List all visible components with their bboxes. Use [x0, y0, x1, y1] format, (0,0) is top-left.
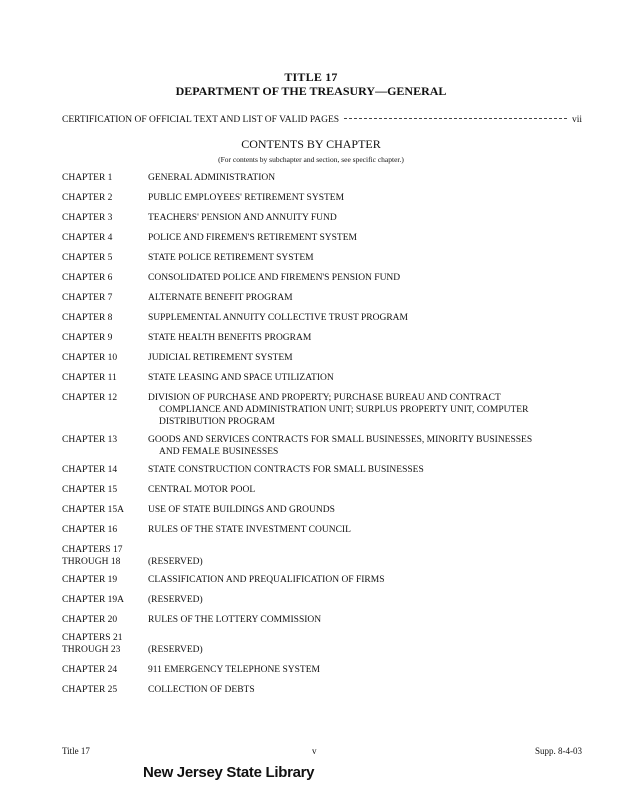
chapter-number: [62, 504, 148, 516]
chapter-title: [148, 172, 582, 184]
chapter-row: [62, 312, 582, 324]
chapter-row: [62, 684, 582, 696]
chapter-title: [148, 312, 582, 324]
chapter-title-line: CENTRAL MOTOR POOL: [148, 485, 256, 495]
chapter-row: [62, 272, 582, 284]
chapter-number-line: CHAPTER 15: [62, 485, 118, 495]
title-heading: DEPARTMENT OF THE TREASURY—GENERAL: [175, 84, 447, 98]
chapter-title: [148, 252, 582, 264]
chapter-title: [148, 232, 582, 244]
chapter-title-line: PUBLIC EMPLOYEES' RETIREMENT SYSTEM: [148, 193, 345, 203]
chapter-number: [62, 332, 148, 344]
certification-page: vii: [571, 115, 582, 125]
chapter-number-line: CHAPTER 24: [62, 665, 118, 675]
chapter-title: [148, 632, 582, 656]
chapter-row: [62, 632, 582, 656]
chapter-title: [148, 664, 582, 676]
chapter-title-line: COMPLIANCE AND ADMINISTRATION UNIT; SURPLUS PROPERTY UNIT, COMPUTER: [159, 405, 529, 415]
footer-title: Title 17: [62, 746, 90, 756]
chapter-number-line: CHAPTER 13: [62, 435, 118, 445]
chapter-title-line: TEACHERS' PENSION AND ANNUITY FUND: [148, 213, 337, 223]
chapter-row: [62, 594, 582, 606]
chapter-number-line: CHAPTER 15A: [62, 505, 125, 515]
chapter-title: [148, 614, 582, 626]
chapter-title: [148, 372, 582, 384]
chapter-row: [62, 212, 582, 224]
chapter-number-line: CHAPTER 14: [62, 465, 118, 475]
chapter-title-line: DIVISION OF PURCHASE AND PROPERTY; PURCHASE BUREAU AND CONTRACT: [148, 393, 501, 403]
chapter-title: [148, 574, 582, 586]
contents-note: (For contents by subchapter and section, see specific chapter.): [218, 155, 404, 164]
chapter-number-line: CHAPTER 3: [62, 213, 113, 223]
footer-page-number: v: [312, 746, 317, 756]
chapter-number-line: CHAPTER 9: [62, 333, 113, 343]
chapter-title: [148, 484, 582, 496]
chapter-number: [62, 594, 148, 606]
chapter-title-line: COLLECTION OF DEBTS: [148, 685, 255, 695]
chapter-title-line: STATE POLICE RETIREMENT SYSTEM: [148, 253, 314, 263]
chapter-number-line: CHAPTER 5: [62, 253, 113, 263]
footer-supplement-date: Supp. 8-4-03: [535, 746, 582, 756]
chapter-row: [62, 372, 582, 384]
chapter-row: [62, 464, 582, 476]
chapter-title: [148, 212, 582, 224]
chapter-title: [148, 434, 582, 458]
certification-entry: [62, 115, 582, 129]
chapter-number-line: CHAPTER 8: [62, 313, 113, 323]
chapter-row: [62, 172, 582, 184]
chapter-number: [62, 272, 148, 284]
chapter-row: [62, 232, 582, 244]
chapter-number-line: CHAPTER 10: [62, 353, 118, 363]
chapter-row: [62, 664, 582, 676]
chapter-number: [62, 434, 148, 458]
chapter-list: [62, 172, 582, 696]
chapter-number-line: CHAPTER 12: [62, 393, 118, 403]
chapter-number: [62, 192, 148, 204]
chapter-title: [148, 464, 582, 476]
chapter-title-line: STATE LEASING AND SPACE UTILIZATION: [148, 373, 334, 383]
chapter-row: [62, 292, 582, 304]
library-stamp: New Jersey State Library: [143, 764, 315, 781]
chapter-title: [148, 524, 582, 536]
chapter-number-line: CHAPTER 2: [62, 193, 113, 203]
chapter-title-line: 911 EMERGENCY TELEPHONE SYSTEM: [148, 665, 320, 675]
chapter-number: [62, 484, 148, 496]
chapter-title: [148, 292, 582, 304]
chapter-row: [62, 484, 582, 496]
chapter-number: [62, 392, 148, 428]
chapter-number: [62, 292, 148, 304]
chapter-number-line: CHAPTER 25: [62, 685, 118, 695]
chapter-number: [62, 574, 148, 586]
chapter-number-line: CHAPTER 11: [62, 373, 117, 383]
chapter-number: [62, 312, 148, 324]
chapter-row: [62, 332, 582, 344]
chapter-title-line: DISTRIBUTION PROGRAM: [159, 417, 275, 427]
chapter-title: [148, 684, 582, 696]
chapter-title-line: RULES OF THE STATE INVESTMENT COUNCIL: [148, 525, 351, 535]
chapter-title: [148, 272, 582, 284]
chapter-title-line: CONSOLIDATED POLICE AND FIREMEN'S PENSION FUND: [148, 273, 401, 283]
chapter-number: [62, 544, 148, 568]
chapter-title-line: (RESERVED): [148, 595, 203, 605]
chapter-number-line: CHAPTER 7: [62, 293, 113, 303]
chapter-row: [62, 574, 582, 586]
chapter-number-line: CHAPTERS 17: [62, 545, 123, 555]
chapter-row: [62, 192, 582, 204]
chapter-number: [62, 252, 148, 264]
chapter-title-line: SUPPLEMENTAL ANNUITY COLLECTIVE TRUST PROGRAM: [148, 313, 408, 323]
chapter-number: [62, 172, 148, 184]
chapter-number-line: CHAPTER 6: [62, 273, 113, 283]
chapter-number: [62, 212, 148, 224]
chapter-title-line: CLASSIFICATION AND PREQUALIFICATION OF FIRMS: [148, 575, 385, 585]
chapter-number: [62, 464, 148, 476]
chapter-number: [62, 232, 148, 244]
chapter-title-line: [148, 632, 582, 644]
chapter-row: [62, 352, 582, 364]
chapter-number-line: CHAPTER 16: [62, 525, 118, 535]
certification-label: CERTIFICATION OF OFFICIAL TEXT AND LIST OF VALID PAGES: [62, 115, 340, 125]
chapter-title-line: POLICE AND FIREMEN'S RETIREMENT SYSTEM: [148, 233, 357, 243]
chapter-title-line: [148, 544, 582, 556]
chapter-title-line: JUDICIAL RETIREMENT SYSTEM: [148, 353, 293, 363]
chapter-number: [62, 684, 148, 696]
chapter-title: [148, 192, 582, 204]
chapter-number: [62, 664, 148, 676]
contents-heading: CONTENTS BY CHAPTER: [241, 137, 381, 151]
chapter-title-line: GOODS AND SERVICES CONTRACTS FOR SMALL BUSINESSES, MINORITY BUSINESSES: [148, 435, 533, 445]
chapter-title: [148, 332, 582, 344]
chapter-title: [148, 504, 582, 516]
chapter-row: [62, 524, 582, 536]
chapter-number: [62, 524, 148, 536]
chapter-number: [62, 614, 148, 626]
chapter-number-line: CHAPTER 19: [62, 575, 118, 585]
chapter-title-line: (RESERVED): [148, 557, 203, 567]
dot-leader: [344, 118, 567, 119]
chapter-number-line: CHAPTER 1: [62, 173, 113, 183]
chapter-number-line: CHAPTER 20: [62, 615, 118, 625]
chapter-title-line: STATE HEALTH BENEFITS PROGRAM: [148, 333, 312, 343]
chapter-row: [62, 434, 582, 458]
chapter-number-line: THROUGH 18: [62, 557, 121, 567]
chapter-title: [148, 352, 582, 364]
page-footer: [62, 746, 582, 760]
chapter-number-line: CHAPTER 19A: [62, 595, 125, 605]
chapter-number-line: THROUGH 23: [62, 645, 121, 655]
chapter-title-line: GENERAL ADMINISTRATION: [148, 173, 276, 183]
chapter-title: [148, 544, 582, 568]
chapter-title-line: ALTERNATE BENEFIT PROGRAM: [148, 293, 293, 303]
chapter-row: [62, 252, 582, 264]
chapter-title: [148, 392, 582, 428]
chapter-title-line: USE OF STATE BUILDINGS AND GROUNDS: [148, 505, 335, 515]
chapter-row: [62, 544, 582, 568]
chapter-title-line: (RESERVED): [148, 645, 203, 655]
chapter-number-line: CHAPTERS 21: [62, 633, 123, 643]
chapter-row: [62, 392, 582, 428]
chapter-number: [62, 632, 148, 656]
chapter-row: [62, 504, 582, 516]
chapter-title-line: AND FEMALE BUSINESSES: [159, 447, 279, 457]
chapter-number: [62, 352, 148, 364]
chapter-title-line: STATE CONSTRUCTION CONTRACTS FOR SMALL BUSINESSES: [148, 465, 424, 475]
chapter-number-line: CHAPTER 4: [62, 233, 113, 243]
chapter-title-line: RULES OF THE LOTTERY COMMISSION: [148, 615, 322, 625]
chapter-title: [148, 594, 582, 606]
title-number: TITLE 17: [284, 70, 338, 84]
chapter-number: [62, 372, 148, 384]
chapter-row: [62, 614, 582, 626]
